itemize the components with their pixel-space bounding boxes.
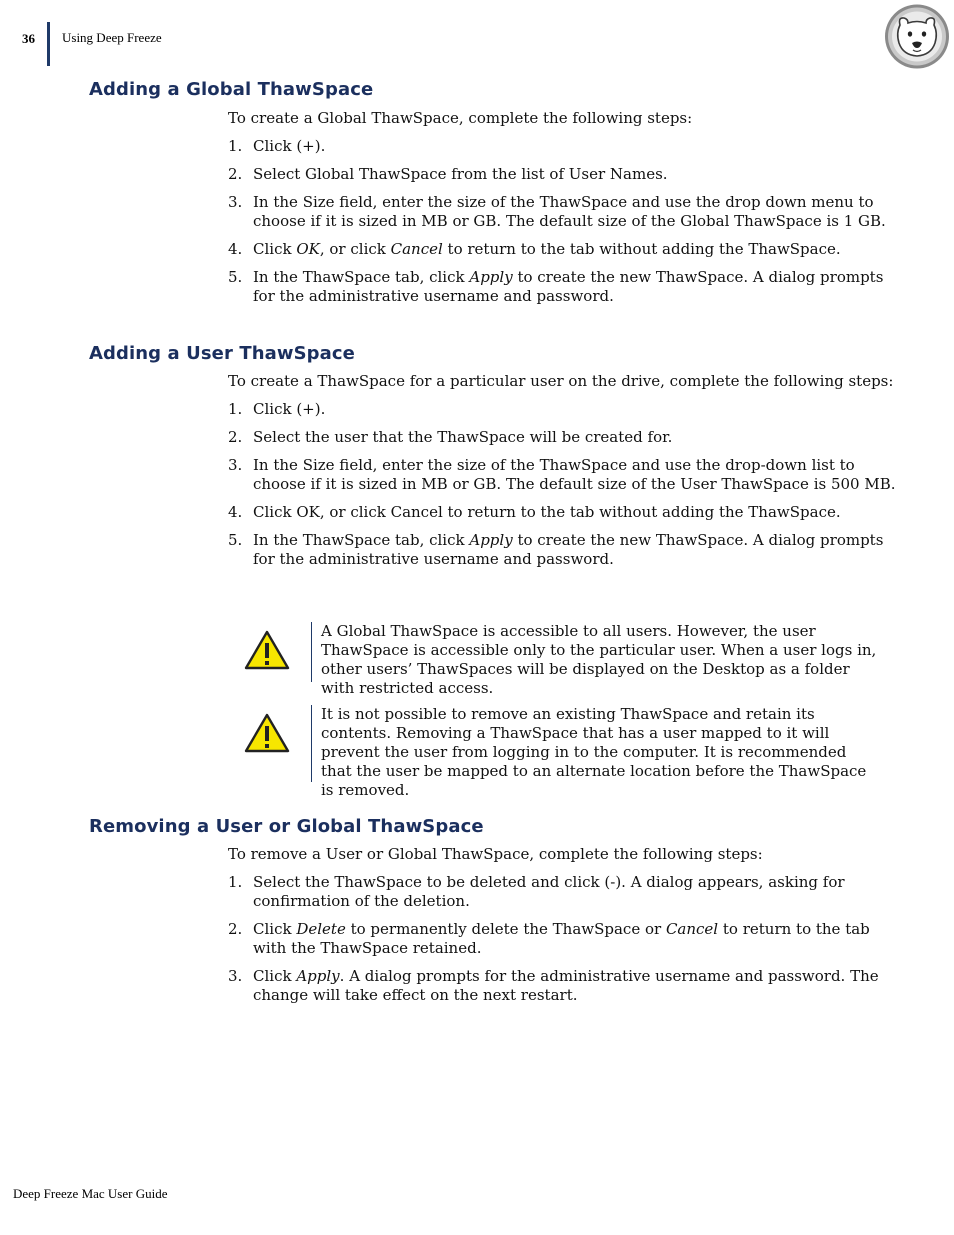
deep-freeze-logo-icon (882, 3, 952, 70)
footer-text: Deep Freeze Mac User Guide (13, 1186, 168, 1201)
note-divider (311, 705, 312, 782)
step-text: Click Apply. A dialog prompts for the administrative username and password. The change will take effect on the next restart. (253, 967, 879, 1004)
step-number: 3. (228, 193, 243, 211)
step-text: Click (+). (253, 137, 326, 155)
section-heading-removing: Removing a User or Global ThawSpace (89, 816, 484, 837)
section-heading-global: Adding a Global ThawSpace (89, 79, 374, 100)
step-text: Click OK, or click Cancel to return to the tab without adding the ThawSpace. (253, 240, 841, 258)
step-number: 2. (228, 920, 243, 938)
step-text: Select the ThawSpace to be deleted and click (-). A dialog appears, asking for confirmation of the deletion. (253, 873, 845, 910)
step-text: Click OK, or click Cancel to return to the tab without adding the ThawSpace. (253, 503, 841, 521)
step-number: 1. (228, 873, 243, 891)
note-text: A Global ThawSpace is accessible to all users. However, the user ThawSpace is accessible only to the particular user. When a user logs in, other users’ ThawSpaces will be displayed on the Desktop as a folder with restricted access. (321, 622, 877, 697)
note-divider (311, 622, 312, 682)
step-text: Click (+). (253, 400, 326, 418)
step-number: 3. (228, 456, 243, 474)
header-section-title: Using Deep Freeze (62, 30, 162, 45)
header-divider (47, 22, 50, 66)
warning-icon (244, 713, 290, 753)
step-number: 1. (228, 400, 243, 418)
section-heading-user: Adding a User ThawSpace (89, 343, 355, 364)
step-text: In the ThawSpace tab, click Apply to create the new ThawSpace. A dialog prompts for the administrative username and password. (253, 531, 884, 568)
warning-icon (244, 630, 290, 670)
step-number: 1. (228, 137, 243, 155)
section-intro-user: To create a ThawSpace for a particular user on the drive, complete the following steps: (228, 372, 894, 390)
step-text: Select Global ThawSpace from the list of User Names. (253, 165, 668, 183)
note-text: It is not possible to remove an existing ThawSpace and retain its contents. Removing a ThawSpace that has a user mapped to it will prevent the user from logging in to the computer. It is recommended that the user be mapped to an alternate location before the ThawSpace is removed. (321, 705, 867, 799)
step-text: In the Size field, enter the size of the ThawSpace and use the drop down menu to choose if it is sized in MB or GB. The default size of the Global ThawSpace is 1 GB. (253, 193, 886, 230)
step-text: Click Delete to permanently delete the ThawSpace or Cancel to return to the tab with the ThawSpace retained. (253, 920, 870, 957)
step-number: 4. (228, 503, 243, 521)
step-number: 4. (228, 240, 243, 258)
step-number: 5. (228, 531, 243, 549)
section-intro-removing: To remove a User or Global ThawSpace, complete the following steps: (228, 845, 763, 863)
step-text: In the ThawSpace tab, click Apply to create the new ThawSpace. A dialog prompts for the administrative username and password. (253, 268, 884, 305)
page-number: 36 (22, 31, 35, 46)
step-number: 5. (228, 268, 243, 286)
section-intro-global: To create a Global ThawSpace, complete the following steps: (228, 109, 693, 127)
step-number: 2. (228, 428, 243, 446)
step-number: 2. (228, 165, 243, 183)
step-text: In the Size field, enter the size of the ThawSpace and use the drop-down list to choose if it is sized in MB or GB. The default size of the User ThawSpace is 500 MB. (253, 456, 896, 493)
step-number: 3. (228, 967, 243, 985)
step-text: Select the user that the ThawSpace will be created for. (253, 428, 673, 446)
